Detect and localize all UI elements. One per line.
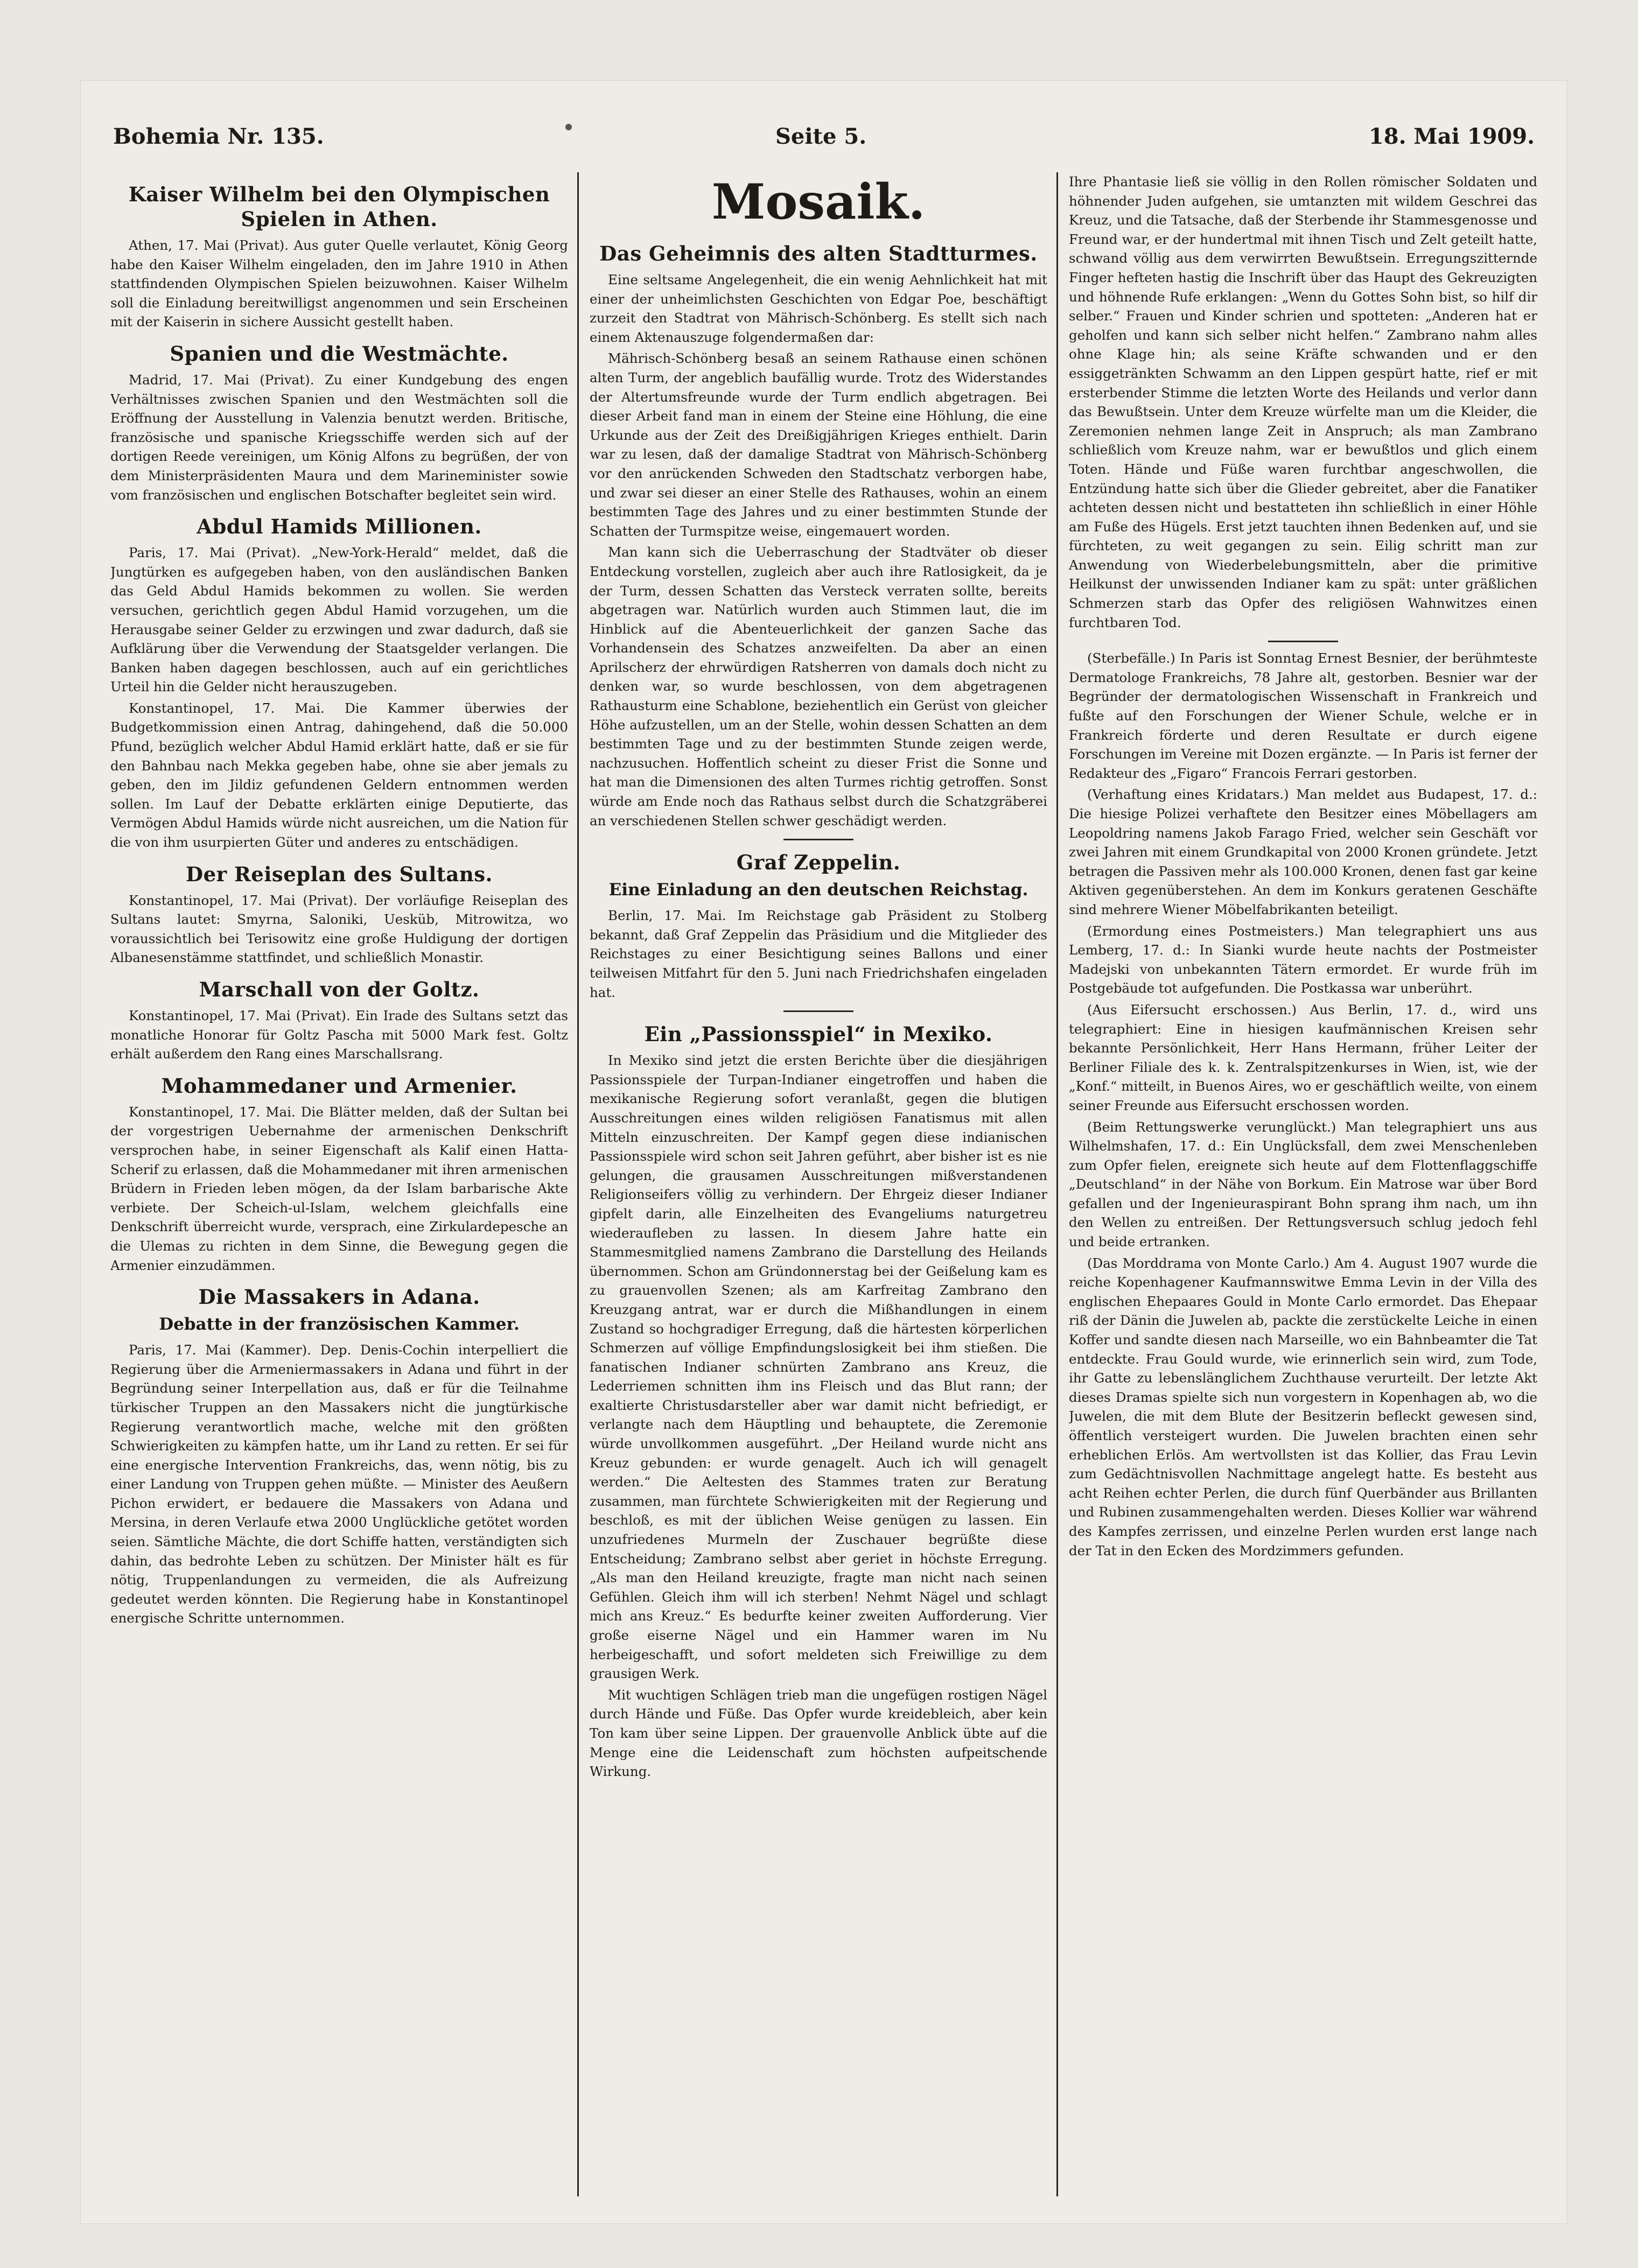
- article-title: Ein „Passionsspiel“ in Mexiko.: [644, 1022, 993, 1047]
- header-issue: Bohemia Nr. 135.: [113, 124, 324, 149]
- article-paragraph: Berlin, 17. Mai. Im Reichstage gab Präsident zu Stolberg bekannt, daß Graf Zeppelin das Präsidium und die Mitglieder des Reichstages zu einer Besichtigung seines Ballons und einer teilweisen Mitfahrt für den 5. Juni nach Friedrichshafen eingeladen hat.: [590, 908, 1047, 1000]
- column-rule: [1056, 172, 1058, 2196]
- separator-rule: [783, 839, 853, 840]
- header-date: 18. Mai 1909.: [1368, 124, 1535, 149]
- article-title: Graf Zeppelin.: [736, 851, 901, 875]
- column-right: [1069, 172, 1537, 2196]
- separator-rule: [1268, 641, 1338, 642]
- article-paragraph: Konstantinopel, 17. Mai. Die Blätter melden, daß der Sultan bei der vorgestrigen Uebernahme der armenischen Denkschrift versprochen habe, in seiner Eigenschaft als Kalif einen Hatta-Scherif zu erlassen, daß die Mohammedaner mit ihren armenischen Brüdern in Frieden leben mögen, da der Islam barbarische Akte verbiete. Der Scheich-ul-Islam, welchem gleichfalls eine Denkschrift überreicht wurde, versprach, eine Zirkulardepesche an die Ulemas zu richten in dem Sinne, die Bewegung gegen die Armenier einzudämmen.: [110, 1104, 568, 1273]
- column-middle: [590, 172, 1047, 2196]
- article-title: Das Geheimnis des alten Stadtturmes.: [599, 242, 1038, 265]
- article-paragraph: Mährisch-Schönberg besaß an seinem Rathause einen schönen alten Turm, der angeblich baufällig wurde. Trotz des Widerstandes der Altertumsfreunde wurde der Turm endlich abgetragen. Bei dieser Arbeit fand man in einem der Steine eine Höhlung, die eine Urkunde aus der Zeit des Dreißigjährigen Krieges enthielt. Darin war zu lesen, daß der damalige Stadtrat von Mährisch-Schönberg vor den anrückenden Schweden den Stadtschatz verborgen habe, und zwar sei dieser an einer Stelle des Rathauses, wohin an einem bestimmten Tage des Jahres und zu einer bestimmten Stunde der Schatten der Turmspitze weise, eingemauert worden.: [590, 350, 1047, 539]
- news-item: (Sterbefälle.) In Paris ist Sonntag Ernest Besnier, der berühmteste Dermatologe Frankreichs, 78 Jahre alt, gestorben. Besnier war der Begründer der dermatologischen Wissenschaft in Frankreich und fußte auf den Forschungen der Wiener Schule, welche er in Frankreich förderte und deren Resultate er durch eigene Forschungen im Vereine mit Dozen ergänzte. — In Paris ist ferner der Redakteur des „Figaro“ Francois Ferrari gestorben.: [1069, 650, 1537, 781]
- article-title: Mohammedaner und Armenier.: [161, 1073, 517, 1098]
- article-subtitle: Eine Einladung an den deutschen Reichstag.: [608, 880, 1028, 900]
- section-masthead: Mosaik.: [711, 173, 926, 230]
- article-paragraph: Konstantinopel, 17. Mai (Privat). Der vorläufige Reiseplan des Sultans lautet: Smyrna, Saloniki, Uesküb, Mitrowitza, wo voraussichtlich bei Terisowitz eine große Huldigung der dortigen Albanesenstämme stattfindet, und schließlich Monastir.: [110, 892, 568, 966]
- article-paragraph: Mit wuchtigen Schlägen trieb man die ungefügen rostigen Nägel durch Hände und Füße. Das Opfer wurde kreidebleich, aber kein Ton kam über seine Lippen. Der grauenvolle Anblick übte auf die Menge eine die Leidenschaft zum höchsten aufpeitschende Wirkung.: [590, 1687, 1047, 1780]
- article-title: Der Reiseplan des Sultans.: [186, 862, 493, 886]
- news-item: (Ermordung eines Postmeisters.) Man telegraphiert uns aus Lemberg, 17. d.: In Sianki wurde heute nachts der Postmeister Madejski von unbekannten Tätern ermordet. Er wurde früh im Postgebäude tot aufgefunden. Die Postkassa war unberührt.: [1069, 923, 1537, 996]
- article-paragraph: Athen, 17. Mai (Privat). Aus guter Quelle verlautet, König Georg habe den Kaiser Wilhelm eingeladen, den im Jahre 1910 in Athen stattfindenden Olympischen Spielen beizuwohnen. Kaiser Wilhelm soll die Einladung bereitwilligst angenommen und sein Erscheinen mit der Kaiserin in sichere Aussicht gestellt haben.: [110, 237, 568, 330]
- article-title: Marschall von der Goltz.: [199, 978, 480, 1001]
- article-paragraph: Ihre Phantasie ließ sie völlig in den Rollen römischer Soldaten und höhnender Juden aufgehen, sie umtanzten mit wildem Geschrei das Kreuz, und die Tatsache, daß der Sterbende ihr Stammesgenosse und Freund war, er der hundertmal mit ihnen Tisch und Zelt geteilt hatte, schwand völlig aus dem verwirrten Bewußtsein. Erregungszitternde Finger hefteten hastig die Inschrift über das Haupt des Gekreuzigten und höhnende Rufe erklangen: „Wenn du Gottes Sohn bist, so hilf dir selber.“ Frauen und Kinder schrien und spotteten: „Anderen hat er geholfen und kann sich selber nicht helfen.“ Zambrano nahm alles ohne Klage hin; als seine Kräfte schwanden und er den essiggetränkten Schwamm an den Lippen gespürt hatte, rief er mit ersterbender Stimme die letzten Worte des Heilands und verlor dann das Bewußtsein. Unter dem Kreuze würfelte man um die Kleider, die Zeremonien nehmen lange Zeit in Anspruch; als man Zambrano schließlich vom Kreuze nahm, war er bewußtlos und glich einem Toten. Hände und Füße waren furchtbar angeschwollen, die Entzündung hatte sich über die Glieder gebreitet, aber die Fanatiker achteten dessen nicht und bestatteten ihn schließlich in einer Höhle am Fuße des Hügels. Erst jetzt tauchten ihnen Bedenken auf, und sie fürchteten, zu weit gegangen zu sein. Eilig schritt man zur Anwendung von Wiederbelebungsmitteln, aber die primitive Heilkunst der unwissenden Indianer kam zu spät: unter gräßlichen Schmerzen starb das Opfer des religiösen Wahnwitzes einen furchtbaren Tod.: [1069, 174, 1537, 630]
- newspaper-page: [81, 81, 1567, 2223]
- column-left: [110, 172, 568, 2196]
- news-item: (Verhaftung eines Kridatars.) Man meldet aus Budapest, 17. d.: Die hiesige Polizei verhaftete den Besitzer eines Möbellagers am Leopoldring namens Jakob Farago Fried, welcher sein Geschäft vor zwei Jahren mit einem Grundkapital von 2000 Kronen gründete. Jetzt betragen die Passiven mehr als 100.000 Kronen, denen fast gar keine Aktiven gegenüberstehen. An dem im Konkurs geratenen Geschäfte sind mehrere Wiener Möbelfabrikanten beteiligt.: [1069, 787, 1537, 917]
- separator-rule: [783, 1010, 853, 1012]
- article-paragraph: Konstantinopel, 17. Mai (Privat). Ein Irade des Sultans setzt das monatliche Honorar für Goltz Pascha mit 5000 Mark fest. Goltz erhält außerdem den Rang eines Marschallsrang.: [110, 1008, 568, 1062]
- ink-dot: [565, 124, 572, 130]
- article-title: Die Massakers in Adana.: [198, 1285, 480, 1309]
- article-subtitle: Debatte in der französischen Kammer.: [159, 1315, 520, 1335]
- article-paragraph: Paris, 17. Mai (Kammer). Dep. Denis-Cochin interpelliert die Regierung über die Armeniermassakers in Adana und führt in der Begründung seiner Interpellation aus, daß er für die Teilnahme türkischer Truppen an den Massakers nicht die jungtürkische Regierung verantwortlich mache, welche mit den größten Schwierigkeiten zu kämpfen hatte, um ihr Land zu retten. Er sei für eine energische Intervention Frankreichs, das, wenn nötig, bis zu einer Landung von Truppen gehen müßte. — Minister des Aeußern Pichon erwidert, er bedauere die Massakers von Adana und Mersina, in deren Verlaufe etwa 2000 Unglückliche getötet worden seien. Sämtliche Mächte, die dort Schiffe hatten, verständigten sich dahin, das bedrohte Leben zu schützen. Der Minister hält es für nötig, Truppenlandungen zu vermeiden, die als Aufreizung gedeutet werden könnten. Die Regierung habe in Konstantinopel energische Schritte unternommen.: [110, 1342, 568, 1626]
- article-title: Spanien und die Westmächte.: [170, 341, 509, 366]
- article-paragraph: Paris, 17. Mai (Privat). „New-York-Herald“ meldet, daß die Jungtürken es aufgegeben haben, von den ausländischen Banken das Geld Abdul Hamids bekommen zu wollen. Sie werden versuchen, gerichtlich gegen Abdul Hamid vorzugehen, um die Herausgabe seiner Gelder zu erzwingen und zwar dadurch, daß sie Aufklärung über die Verwendung der Staatsgelder verlangen. Die Banken haben dagegen beschlossen, auch auf ein gerichtliches Urteil hin die Gelder nicht herauszugeben.: [110, 545, 568, 695]
- news-item: (Aus Eifersucht erschossen.) Aus Berlin, 17. d., wird uns telegraphiert: Eine in hiesigen kaufmännischen Kreisen sehr bekannte Persönlichkeit, Herr Hans Hermann, früher Leiter der Berliner Filiale des k. k. Zentralspitzenkurses in Wien, ist, wie der „Konf.“ mitteilt, in Buenos Aires, wo er geschäftlich weilte, von einem seiner Freunde aus Eifersucht erschossen worden.: [1069, 1001, 1537, 1113]
- news-item: (Beim Rettungswerke verunglückt.) Man telegraphiert uns aus Wilhelmshafen, 17. d.: Ein Unglücksfall, dem zwei Menschenleben zum Opfer fielen, ereignete sich heute auf dem Flottenflaggschiffe „Deutschland“ in der Nähe von Borkum. Ein Matrose war über Bord gefallen und der Ingenieuraspirant Bohn sprang ihm nach, um ihn den Wellen zu entreißen. Der Rettungsversuch schlug jedoch fehl und beide ertranken.: [1069, 1119, 1537, 1250]
- page-header: [113, 113, 1535, 162]
- article-paragraph: In Mexiko sind jetzt die ersten Berichte über die diesjährigen Passionsspiele der Turpan-Indianer eingetroffen und haben die mexikanische Regierung sofort veranlaßt, gegen die blutigen Ausschreitungen eines wilden religiösen Fanatismus mit allen Mitteln einzuschreiten. Der Kampf gegen diese indianischen Passionsspiele wird schon seit Jahren geführt, aber bisher ist es nie gelungen, die grausamen Ausschreitungen mißverstandenen Religionseifers völlig zu verhindern. Der Ehrgeiz dieser Indianer gipfelt darin, alle Einzelheiten des Evangeliums naturgetreu wiederaufleben zu lassen. In diesem Jahre hatte ein Stammesmitglied namens Zambrano die Darstellung des Heilands übernommen. Schon am Gründonnerstag bei der Geißelung kam es zu grauenvollen Szenen; als am Karfreitag Zambrano den Kreuzgang antrat, war er durch die Mißhandlungen in einem Zustand so hochgradiger Erregung, daß die härtesten körperlichen Schmerzen auf völlige Empfindungslosigkeit bei ihm stießen. Die fanatischen Indianer schnürten Zambrano ans Kreuz, die Lederriemen schnitten ihm ins Fleisch und das Blut rann; der exaltierte Christusdarsteller aber war damit nicht befriedigt, er verlangte nach dem Häuptling und behauptete, die Zeremonie würde unvollkommen ausgeführt. „Der Heiland wurde nicht ans Kreuz gebunden: er wurde genagelt. Auch ich will genagelt werden.“ Die Aeltesten des Stammes traten zur Beratung zusammen, man fürchtete Schwierigkeiten mit der Regierung und beschloß, es mit der üblichen Weise genügen zu lassen. Ein unzufriedenes Murmeln der Zuschauer begrüßte diese Entscheidung; Zambrano selbst aber geriet in höchste Erregung. „Als man den Heiland kreuzigte, fragte man nicht nach seinen Gefühlen. Gleich ihm will ich sterben! Nehmt Nägel und schlagt mich ans Kreuz.“ Es bedurfte keiner zweiten Aufforderung. Vier große eiserne Nägel und ein Hammer waren im Nu herbeigeschafft, und sofort meldeten sich Freiwillige zu dem grausigen Werk.: [590, 1052, 1047, 1682]
- article-title: Abdul Hamids Millionen.: [197, 515, 482, 539]
- column-rule: [577, 172, 579, 2196]
- article-paragraph: Man kann sich die Ueberraschung der Stadtväter ob dieser Entdeckung vorstellen, zugleich aber auch ihre Ratlosigkeit, da je der Turm, dessen Schatten das Versteck verraten sollte, bereits abgetragen war. Natürlich wurden auch Stimmen laut, die im Hinblick auf die Abenteuerlichkeit der ganzen Sache das Vorhandensein des Schatzes anzweifelten. Da aber an einen Aprilscherz der ehrwürdigen Ratsherren von damals doch nicht zu denken war, so wurde beschlossen, von dem abgetragenen Rathausturm eine Schablone, beziehentlich ein Gerüst von gleicher Höhe aufzustellen, um an der Stelle, wohin dessen Schatten an dem bestimmten Tage und zu der bestimmten Stunde zeigen werde, nachzusuchen. Hoffentlich scheint zu dieser Frist die Sonne und hat man die Dimensionen des alten Turmes richtig getroffen. Sonst würde am Ende noch das Rathaus selbst durch die Schatzgräberei an verschiedenen Stellen schwer geschädigt werden.: [590, 544, 1047, 828]
- news-item: (Das Morddrama von Monte Carlo.) Am 4. August 1907 wurde die reiche Kopenhagener Kaufmannswitwe Emma Levin in der Villa des englischen Ehepaares Gould in Monte Carlo ermordet. Das Ehepaar riß der Dänin die Juwelen ab, packte die zerstückelte Leiche in einen Koffer und sandte diesen nach Marseille, wo ein Bahnbeamter die Tat entdeckte. Frau Gould wurde, wie erinnerlich sein wird, zum Tode, ihr Gatte zu lebenslänglichem Zuchthause verurteilt. Der letzte Akt dieses Dramas spielte sich nun vorgestern in Kopenhagen ab, wo die Juwelen, die mit dem Blute der Besitzerin befleckt gewesen sind, öffentlich versteigert wurden. Die Juwelen brachten einen sehr erheblichen Erlös. Am wertvollsten ist das Kollier, das Frau Levin zum Gedächtnisvollen Nachmittage angelegt hatte. Es besteht aus acht Reihen echter Perlen, die durch fünf Querbänder aus Brillanten und Rubinen zusammengehalten werden. Dieses Kollier war während des Kampfes zerrissen, und einzelne Perlen wurden erst lange nach der Tat in den Ecken des Mordzimmers gefunden.: [1069, 1255, 1537, 1558]
- article-paragraph: Konstantinopel, 17. Mai. Die Kammer überwies der Budgetkommission einen Antrag, dahingehend, daß die 50.000 Pfund, bezüglich welcher Abdul Hamid erklärt hatte, daß er sie für den Bahnbau nach Mekka gegeben habe, ohne sie aber jemals zu geben, den im Jildiz gefundenen Geldern entnommen werden sollen. Im Lauf der Debatte erklärten einige Deputierte, das Vermögen Abdul Hamids würde nicht ausreichen, um die Nation für die von ihm usurpierten Güter und anderes zu entschädigen.: [110, 700, 568, 851]
- article-paragraph: Eine seltsame Angelegenheit, die ein wenig Aehnlichkeit hat mit einer der unheimlichsten Geschichten von Edgar Poe, beschäftigt zurzeit den Stadtrat von Mährisch-Schönberg. Es stellt sich nach einem Aktenauszuge folgendermaßen dar:: [590, 272, 1047, 345]
- article-paragraph: Madrid, 17. Mai (Privat). Zu einer Kundgebung des engen Verhältnisses zwischen Spanien und den Westmächten soll die Eröffnung der Ausstellung in Valenzia benutzt werden. Britische, französische und spanische Kriegsschiffe werden sich auf der dortigen Reede vereinigen, um König Alfons zu begrüßen, der von dem Ministerpräsidenten Maura und dem Marineminister sowie vom französischen und englischen Botschafter begleitet sein wird.: [110, 371, 568, 503]
- article-title: Kaiser Wilhelm bei den Olympischen Spielen in Athen.: [128, 182, 550, 231]
- header-page-number: Seite 5.: [775, 124, 867, 149]
